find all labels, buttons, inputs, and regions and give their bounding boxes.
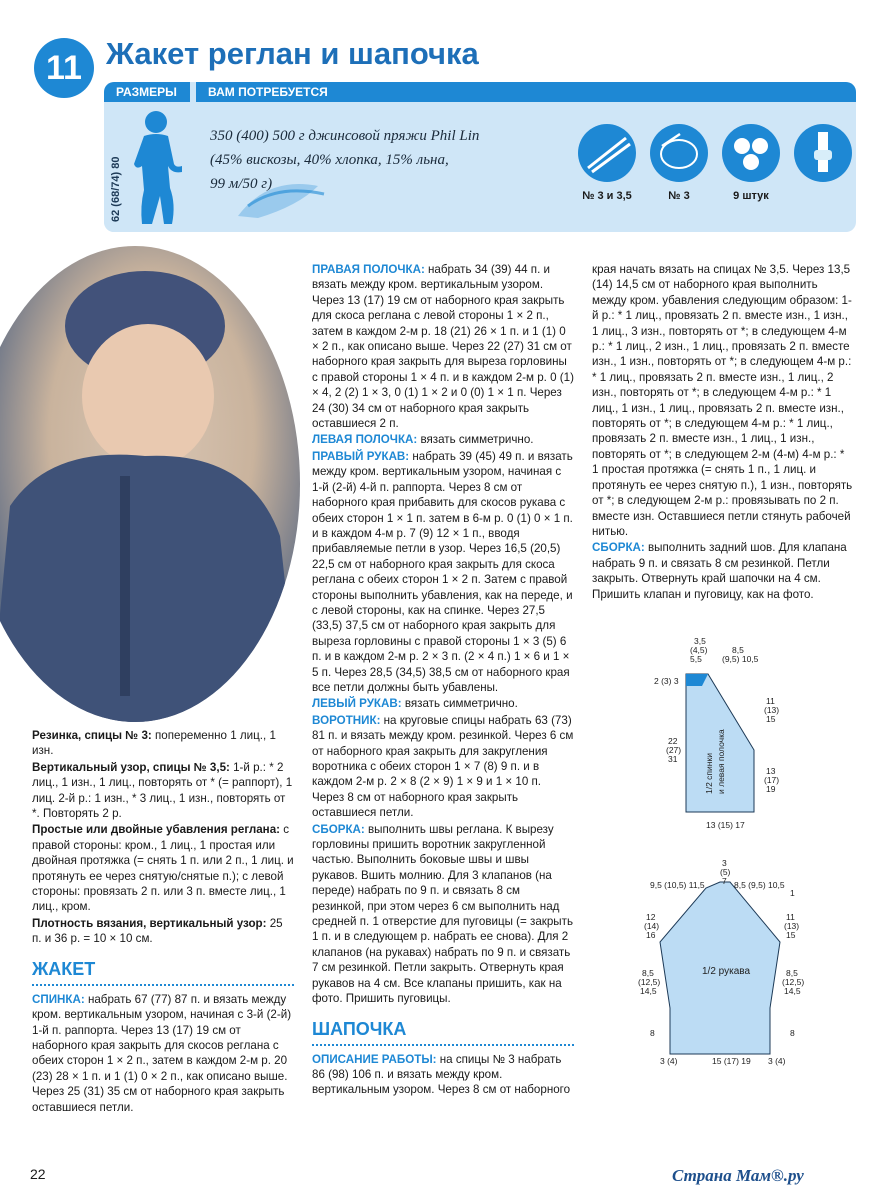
svg-text:и левая полочка: и левая полочка xyxy=(716,729,726,794)
svg-text:11: 11 xyxy=(766,696,775,706)
svg-text:3 (4): 3 (4) xyxy=(768,1056,786,1066)
section-jacket-title: ЖАКЕТ xyxy=(32,958,96,979)
tool-buttons: 9 штук xyxy=(718,124,784,202)
svg-text:5,5: 5,5 xyxy=(690,654,702,664)
svg-text:22: 22 xyxy=(668,736,678,746)
svg-text:(14): (14) xyxy=(644,921,660,931)
right-text-column: края начать вязать на спицах № 3,5. Через 13,5 (14) 14,5 см от наборного края выполнить между кром. убавления следующим образом: 1-й р.: * 1 лиц., провязать 2 п. вместе изн., 1 изн., 1 лиц., 3 изн., повторять от *; в следующем 4-м р.: * 1 лиц., 2 изн., 1 лиц., провязать 2 п. вместе изн., 1 изн., повторять от *; в следующем 4-м р.: * 1 лиц., провязать 2 п. вместе изн., 1 лиц., 2 изн., повторять от *; в следующем 4-м р.: * 1 лиц., 1 изн., 1 лиц., провязать 2 п. вместе изн., повторять от *; в следующем 4-м р.: * 1 лиц., провязать 2 п. вместе изн., 1 лиц., 1 изн., повторять от *; в следующем 2-м (4-м) 4-м р.: * 1 простая протяжка (= снять 1 п., 1 лиц. и протянуть ее через снятую п.), 1 изн., повторять от *; в следующем 2-м р.: провязывать по 2 п. вместе изн. Оставшиеся петли стянуть рабочей нитью. СБОРКА: выполнить задний шов. Для клапана набрать 9 п. и связать 8 см резинкой. Петли закрыть. Отвернуть край шапочки на 4 см. Пришить клапан и пуговицу, как на фото. xyxy=(592,263,853,601)
sizes-header: РАЗМЕРЫ xyxy=(104,82,190,102)
svg-text:12: 12 xyxy=(646,912,656,922)
tool-zipper xyxy=(790,124,856,190)
svg-text:(27): (27) xyxy=(666,745,682,755)
svg-text:8: 8 xyxy=(790,1028,795,1038)
svg-text:7: 7 xyxy=(722,876,727,886)
baby-in-jacket-illustration xyxy=(0,246,300,722)
yarn-description: 350 (400) 500 г джинсовой пряжи Phil Lin (45% вискозы, 40% хлопка, 15% льна, 99 м/50 г) xyxy=(210,128,480,192)
svg-text:9,5 (10,5) 11,5: 9,5 (10,5) 11,5 xyxy=(650,880,705,890)
svg-text:13 (15) 17: 13 (15) 17 xyxy=(706,820,745,830)
svg-text:16: 16 xyxy=(646,930,656,940)
site-watermark: Страна Мам®.ру xyxy=(672,1166,804,1185)
svg-text:11: 11 xyxy=(786,912,795,922)
svg-text:31: 31 xyxy=(668,754,678,764)
svg-text:(12,5): (12,5) xyxy=(782,977,805,987)
svg-text:8,5: 8,5 xyxy=(786,968,798,978)
svg-text:13: 13 xyxy=(766,766,776,776)
svg-text:8: 8 xyxy=(650,1028,655,1038)
sizes-value: 62 (68/74) 80 xyxy=(110,156,122,222)
svg-text:(9,5) 10,5: (9,5) 10,5 xyxy=(722,654,759,664)
circular-needle-icon xyxy=(650,124,708,182)
page-title: Жакет реглан и шапочка xyxy=(106,36,479,71)
knitting-needles-icon xyxy=(578,124,636,182)
svg-text:2 (3) 3: 2 (3) 3 xyxy=(654,676,679,686)
project-number-badge: 11 xyxy=(34,38,94,98)
svg-text:8,5: 8,5 xyxy=(732,645,744,655)
section-divider xyxy=(312,1044,574,1046)
sizes-panel xyxy=(104,104,190,232)
svg-text:15 (17) 19: 15 (17) 19 xyxy=(712,1056,751,1066)
left-text-column: Резинка, спицы № 3: попеременно 1 лиц., 1 изн. Вертикальный узор, спицы № 3,5: 1-й р.: * 2 лиц., 1 изн., 1 лиц., повторять от * (= раппорт), 1 лиц. 2-й р.: 1 изн., * 3 лиц., 1 изн., повторять от *. Повторять 2 р. Простые или двойные убавления реглана: с правой стороны: кром., 1 лиц., 1 простая или двойная протяжка (= снять 1 п. или 2 п., 1 лиц. и протянуть ее через снятую/снятые п.); с левой стороны: провязать 2 п. или 3 п. вместе лиц., 1 лиц., кром. Плотность вязания, вертикальный узор: 25 п. и 36 р. = 10 × 10 см. ЖАКЕТ СПИНКА: набрать 67 (77) 87 п. и вязать между кром. вертикальным узором, начиная с 3-й (2-й) 1-й п. раппорта. Через 13 (17) 19 см от наборного края закрыть для скосов реглана с обеих сторон 1 × 2 п., затем в каждом 2-м р. 20 (23) 28 × 1 п. и 1 (1) 0 × 2 п., как описано выше. Через 25 (31) 35 см от наборного края закрыть оставшиеся петли. xyxy=(32,729,294,1114)
svg-text:19: 19 xyxy=(766,784,776,794)
svg-text:1/2 спинки: 1/2 спинки xyxy=(704,753,714,794)
svg-text:15: 15 xyxy=(766,714,776,724)
svg-text:8,5: 8,5 xyxy=(642,968,654,978)
middle-text-column: ПРАВАЯ ПОЛОЧКА: набрать 34 (39) 44 п. и вязать между кром. вертикальным узором. Через 13 (17) 19 см от наборного края закрыть для скоса реглана с левой стороны 1 × 2 п., затем в каждом 2-м р. 18 (21) 26 × 1 п. и 1 (1) 0 × 2 п., как описано выше. Через 22 (27) 31 см от наборного края закрыть для выреза горловины с правой стороны 1 × 4 п. и в каждом 2-м р. 0 (1) × 4, 2 (2) 1 × 3, 0 (1) 1 × 2 и 0 (0) 1 × 1 п. Через 24 (30) 34 см от наборного края закрыть оставшиеся 2 п. ЛЕВАЯ ПОЛОЧКА: вязать симметрично. ПРАВЫЙ РУКАВ: набрать 39 (45) 49 п. и вязать между кром. вертикальным узором, начиная с 1-й (2-й) 4-й п. раппорта. Через 8 см от наборного края прибавить для скосов рукава с обеих сторон 1 × 1 п. затем в 6-м р. 0 (1) 0 × 1 п. и в каждом 4-м р. 7 (9) 12 × 1 п., вводя прибавляемые петли в узор. Через 16,5 (20,5) 22,5 см от наборного края закрыть для скоса реглана с обеих сторон 1 × 2 п. Затем с правой стороны выполнить убавления, как на переде, и с левой стороны, как на спинке. Через 27,5 (33,5) 37,5 см от наборного края закрыть для выреза горловины с правой стороны 1 × 3 (5) 6 п. и в каждом 2-м р. 2 × 3 п. (2 × 4 п.) 1 × 6 и 1 × 5 п. Через 28,5 (34,5) 38,5 см от наборного края все петли должны быть убавлены. ЛЕВЫЙ РУКАВ: вязать симметрично. ВОРОТНИК: на круговые спицы набрать 63 (73) 81 п. и вязать между кром. резинкой. Через 6 см от наборного края закрыть для закругления воротника с обеих сторон 1 × 7 (8) 9 п. и в каждом 2-м р. 2 × 8 (2 × 9) 1 × 9 и 1 × 10 п. Через 8 см от наборного края закрыть оставшиеся петли. СБОРКА: выполнить швы реглана. К вырезу горловины пришить воротник закругленной частью. Выполнить боковые швы и швы рукавов. Вшить молнию. Для 3 клапанов (на переде) набрать по 9 п. и связать 8 см резинкой, при этом через 6 см выполнить над средней п. 1 отверстие для пуговицы (= закрыть 1 п. и в следующем р. набрать ее снова). Для 2 клапанов (на рукавах) набрать по 9 п. и связать 7 см резинкой. Петли закрыть. Отвернуть края рукавов на 4 см. Все клапаны пришить, как на фото. Пришить пуговицы. ШАПОЧКА ОПИСАНИЕ РАБОТЫ: на спицы № 3 набрать 86 (98) 106 п. и вязать между кром. вертикальным узором. Через 8 см от наборного xyxy=(312,263,574,1097)
page-number: 22 xyxy=(30,1166,46,1182)
svg-text:(12,5): (12,5) xyxy=(638,977,661,987)
svg-text:8,5 (9,5) 10,5: 8,5 (9,5) 10,5 xyxy=(734,880,785,890)
svg-text:15: 15 xyxy=(786,930,796,940)
svg-text:3,5: 3,5 xyxy=(694,636,706,646)
baby-silhouette-icon xyxy=(130,108,186,226)
svg-text:1: 1 xyxy=(790,888,795,898)
tool-knitting-needles: № 3 и 3,5 xyxy=(574,124,640,202)
back-front-schematic xyxy=(650,634,810,844)
svg-text:1/2 рукава: 1/2 рукава xyxy=(702,966,751,977)
svg-text:3 (4): 3 (4) xyxy=(660,1056,678,1066)
svg-text:(4,5): (4,5) xyxy=(690,645,708,655)
buttons-icon xyxy=(722,124,780,182)
svg-text:3: 3 xyxy=(722,858,727,868)
sleeve-schematic xyxy=(630,858,820,1068)
svg-text:(13): (13) xyxy=(764,705,780,715)
section-divider xyxy=(32,984,294,986)
svg-text:(5): (5) xyxy=(720,867,731,877)
materials-header: ВАМ ПОТРЕБУЕТСЯ xyxy=(196,82,856,102)
baby-photo xyxy=(0,246,300,722)
tool-circular-needle: № 3 xyxy=(646,124,712,202)
svg-text:(13): (13) xyxy=(784,921,800,931)
zipper-icon xyxy=(794,124,852,182)
svg-text:14,5: 14,5 xyxy=(784,986,801,996)
materials-box xyxy=(104,82,856,232)
section-hat-title: ШАПОЧКА xyxy=(312,1018,407,1039)
svg-text:14,5: 14,5 xyxy=(640,986,657,996)
svg-text:(17): (17) xyxy=(764,775,780,785)
